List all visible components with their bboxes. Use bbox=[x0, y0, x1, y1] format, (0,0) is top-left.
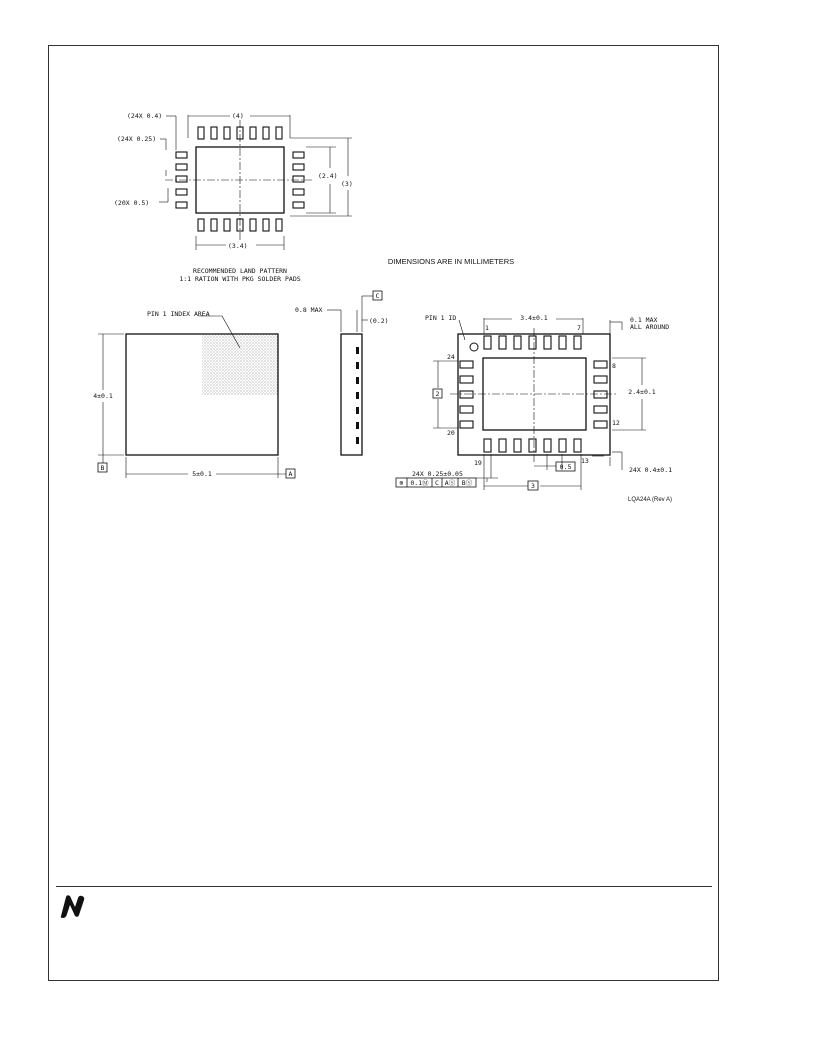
datum-c: C bbox=[375, 292, 380, 300]
all-around-2: ALL AROUND bbox=[630, 323, 670, 331]
pad-span-label: 3.4±0.1 bbox=[520, 314, 548, 322]
bottom-view bbox=[396, 318, 646, 490]
fcf-datum-c: C bbox=[435, 479, 439, 487]
pin-20-label: 20 bbox=[447, 429, 455, 437]
pad-size-left: 24X 0.25±0.05 bbox=[412, 470, 463, 478]
pin-13-label: 13 bbox=[581, 457, 589, 465]
index-area-label: PIN 1 INDEX AREA bbox=[147, 310, 210, 318]
pin1-index-area bbox=[202, 334, 278, 395]
pad-size-right: 24X 0.4±0.1 bbox=[629, 466, 673, 474]
fcf-datum-b: BⓈ bbox=[461, 479, 473, 487]
land-caption-1: RECOMMENDED LAND PATTERN bbox=[193, 267, 287, 275]
height-label: 4±0.1 bbox=[93, 392, 113, 400]
standoff-label: (0.2) bbox=[369, 317, 389, 325]
pad-length-note: (24X 0.25) bbox=[117, 135, 157, 143]
footer-rule bbox=[56, 886, 712, 887]
fcf-datum-a: AⓈ bbox=[444, 479, 456, 487]
pin-8-label: 8 bbox=[612, 362, 616, 370]
bottom-top-pads bbox=[484, 336, 581, 349]
land-caption-2: 1:1 RATION WITH PKG SOLDER PADS bbox=[179, 275, 301, 283]
units-note: DIMENSIONS ARE IN MILLIMETERS bbox=[387, 257, 515, 266]
width-label: 5±0.1 bbox=[192, 470, 212, 478]
max-height-label: 0.8 MAX bbox=[295, 306, 323, 314]
pin-19-label: 19 bbox=[474, 459, 482, 467]
pitch-label: 0.5 bbox=[559, 463, 572, 471]
side-view-labels bbox=[295, 292, 389, 325]
bottom-width-label: (3.4) bbox=[228, 242, 248, 250]
bottom-right-pads bbox=[594, 361, 607, 428]
pitch-note: (20X 0.5) bbox=[114, 199, 150, 207]
fcf-tolerance: 0.1Ⓜ bbox=[410, 479, 429, 487]
pin-12-label: 12 bbox=[612, 419, 620, 427]
top-view bbox=[98, 316, 295, 478]
datum-2: 2 bbox=[435, 390, 440, 398]
top-width-label: (4) bbox=[232, 112, 244, 120]
fcf-position-symbol: ⊕ bbox=[399, 479, 404, 487]
side-view-leads bbox=[356, 347, 359, 444]
national-semiconductor-logo-icon bbox=[58, 892, 88, 920]
side-view bbox=[327, 291, 382, 455]
datum-b: B bbox=[100, 464, 105, 472]
drawing-id: LQA24A (Rev A) bbox=[628, 497, 673, 503]
bottom-bottom-pads bbox=[484, 439, 581, 452]
outer-height-label: (3) bbox=[341, 180, 353, 188]
all-around-1: 0.1 MAX bbox=[630, 316, 658, 324]
pin1-indicator bbox=[470, 343, 478, 351]
pin1-id-label: PIN 1 ID bbox=[425, 314, 457, 322]
inner-height-label: (2.4) bbox=[318, 172, 338, 180]
land-pattern-labels bbox=[114, 112, 353, 283]
datum-3: 3 bbox=[531, 482, 535, 490]
datum-a: A bbox=[288, 470, 293, 478]
pad-row-height-label: 2.4±0.1 bbox=[628, 388, 656, 396]
land-pattern bbox=[159, 115, 352, 250]
pin-24-label: 24 bbox=[447, 353, 455, 361]
pin-7-label: 7 bbox=[577, 324, 581, 332]
pin-1-label: 1 bbox=[485, 324, 489, 332]
bottom-left-pads bbox=[460, 361, 473, 428]
pad-width-note: (24X 0.4) bbox=[127, 112, 163, 120]
